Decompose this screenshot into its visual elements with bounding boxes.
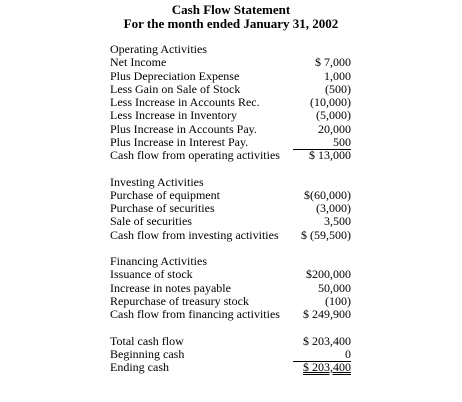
line-item-label: Purchase of securities (110, 201, 215, 215)
line-item-label: Sale of securities (110, 214, 192, 229)
line-item-amount: 20,000 (318, 121, 351, 136)
line-item-label: Less Increase in Accounts Rec. (110, 95, 260, 109)
summary-total-cash-flow (110, 335, 370, 348)
summary-amount: $ 203,400 (303, 360, 351, 374)
line-item-amount: 50,000 (318, 280, 351, 295)
summary-amount: 0 (345, 346, 351, 361)
line-item-gain-on-sale (110, 83, 370, 96)
section-total-investing (110, 229, 370, 242)
statement-title: Cash Flow Statement (171, 2, 291, 17)
line-item-amount: (3,000) (316, 201, 351, 215)
line-item-label: Plus Increase in Accounts Pay. (110, 121, 257, 136)
summary-label: Total cash flow (110, 333, 184, 348)
line-item-purchase-securities (110, 202, 370, 215)
line-item-amount: (100) (325, 293, 351, 308)
cash-flow-statement (110, 43, 370, 374)
line-item-treasury-stock (110, 295, 370, 308)
line-item-amount: $(60,000) (304, 187, 351, 202)
line-item-sale-securities (110, 215, 370, 228)
line-item-label: Net Income (110, 55, 167, 70)
line-item-label: Purchase of equipment (110, 187, 220, 202)
section-total-operating (110, 149, 370, 162)
section-heading-label: Financing Activities (110, 254, 207, 268)
section-heading-financing (110, 255, 370, 268)
line-item-notes-payable (110, 282, 370, 295)
section-heading-operating (110, 43, 370, 56)
line-item-inventory (110, 109, 370, 122)
line-item-interest-pay (110, 136, 370, 149)
line-item-label: Increase in notes payable (110, 280, 231, 295)
line-item-amount: (10,000) (310, 95, 351, 109)
line-item-accounts-rec (110, 96, 370, 109)
statement-subtitle: For the month ended January 31, 2002 (123, 16, 339, 31)
line-item-label: Less Increase in Inventory (110, 108, 237, 123)
line-item-accounts-pay (110, 123, 370, 136)
line-item-label: Plus Increase in Interest Pay. (110, 134, 249, 149)
section-total-amount: $ 13,000 (309, 148, 351, 162)
section-total-amount: $ (59,500) (301, 227, 351, 242)
summary-beginning-cash (110, 348, 370, 361)
section-total-label: Cash flow from investing activities (110, 227, 279, 242)
line-item-amount: (5,000) (316, 108, 351, 123)
line-item-label: Issuance of stock (110, 267, 193, 282)
summary-ending-cash (110, 361, 370, 374)
line-item-amount: (500) (325, 81, 351, 96)
section-heading-label: Investing Activities (110, 174, 204, 189)
line-item-amount: 1,000 (324, 68, 351, 83)
section-heading-label: Operating Activities (110, 42, 207, 56)
summary-amount: $ 203,400 (303, 333, 351, 348)
line-item-amount: 3,500 (324, 214, 351, 229)
summary-label: Ending cash (110, 360, 169, 374)
line-item-issuance-stock (110, 268, 370, 281)
summary-label: Beginning cash (110, 346, 185, 361)
section-heading-investing (110, 176, 370, 189)
line-item-depreciation (110, 70, 370, 83)
line-item-amount: 500 (333, 134, 351, 149)
section-total-financing (110, 308, 370, 321)
section-total-label: Cash flow from financing activities (110, 307, 280, 321)
line-item-label: Less Gain on Sale of Stock (110, 81, 241, 96)
line-item-amount: $200,000 (306, 267, 351, 282)
line-item-net-income (110, 56, 370, 69)
line-item-label: Plus Depreciation Expense (110, 68, 240, 83)
line-item-amount: $ 7,000 (315, 55, 351, 70)
line-item-label: Repurchase of treasury stock (110, 293, 249, 308)
section-total-amount: $ 249,900 (303, 307, 351, 321)
section-total-label: Cash flow from operating activities (110, 148, 280, 162)
line-item-purchase-equipment (110, 189, 370, 202)
